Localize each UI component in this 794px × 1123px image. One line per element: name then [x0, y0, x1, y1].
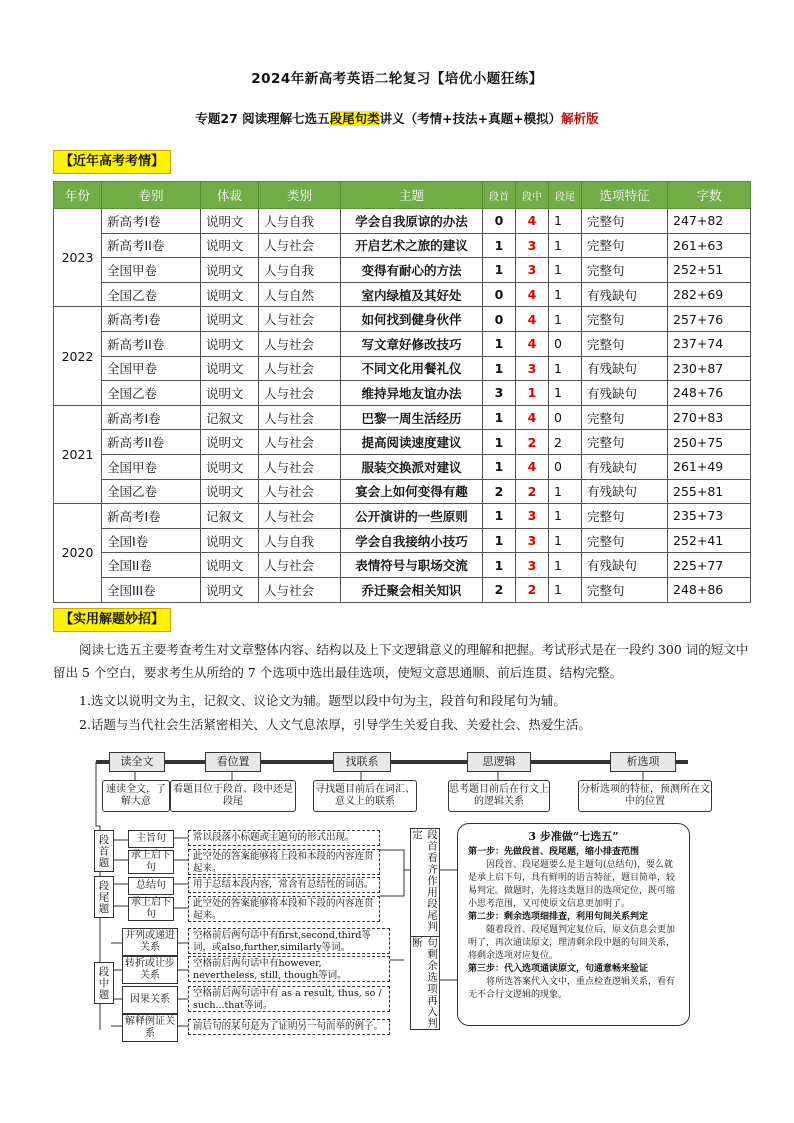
step-description: 速读全文，了解大意	[102, 780, 170, 812]
table-cell: 说明文	[201, 577, 259, 602]
subtitle-highlight: 段尾句类	[329, 111, 380, 126]
table-cell: 完整句	[582, 233, 668, 258]
table-cell: 记叙文	[201, 405, 259, 430]
table-cell: 人与自我	[259, 209, 341, 234]
table-cell: 说明文	[201, 282, 259, 307]
three-step-box	[457, 823, 690, 1026]
table-cell: 新高考I卷	[102, 405, 201, 430]
intro-paragraph: 阅读七选五主要考查考生对文章整体内容、结构以及上下文逻辑意义的理解和把握。考试形式是在一段约 300 词的短文中留出 5 个空白，要求考生从所给的 7 个选项中选出最佳选项，使短文意思通顺、前后连贯、结构完整。	[53, 642, 749, 680]
table-cell: 变得有耐心的方法	[341, 258, 483, 283]
table-cell: 255+81	[668, 479, 751, 504]
table-cell: 完整句	[582, 405, 668, 430]
step-description: 分析选项的特征，预测所在文中的位置	[578, 780, 712, 812]
sub-category: 因果关系	[122, 986, 178, 1014]
table-cell: 说明文	[201, 553, 259, 578]
step-header: 找联系	[333, 752, 391, 772]
table-cell: 1	[483, 405, 516, 430]
table-cell: 270+83	[668, 405, 751, 430]
table-cell: 人与社会	[259, 504, 341, 529]
step-header: 思逻辑	[467, 752, 531, 772]
table-cell: 1	[483, 504, 516, 529]
table-cell: 247+82	[668, 209, 751, 234]
table-cell: 人与社会	[259, 577, 341, 602]
note-box: 空格前后两句话中有 as a result, thus, so / such...that等词。	[188, 986, 390, 1012]
table-cell: 人与社会	[259, 479, 341, 504]
table-cell: 235+73	[668, 504, 751, 529]
table-cell: 新高考I卷	[102, 504, 201, 529]
three-step-title: 3 步准做“七选五”	[528, 830, 619, 843]
table-cell: 表情符号与职场交流	[341, 553, 483, 578]
table-cell: 说明文	[201, 209, 259, 234]
table-cell: 1	[516, 381, 549, 406]
table-cell: 2	[483, 479, 516, 504]
table-cell: 4	[516, 454, 549, 479]
table-cell: 4	[516, 282, 549, 307]
table-cell: 1	[549, 479, 582, 504]
subtitle-red: 解析版	[561, 111, 599, 126]
section-heading-exam: 【近年高考考情】	[53, 150, 171, 174]
table-cell: 人与社会	[259, 430, 341, 455]
table-cell: 全国甲卷	[102, 258, 201, 283]
table-cell: 1	[483, 331, 516, 356]
note-box: 用于总结本段内容，常含有总结性的词语。	[188, 877, 380, 893]
table-cell: 1	[483, 258, 516, 283]
table-cell: 人与社会	[259, 454, 341, 479]
table-cell: 1	[483, 528, 516, 553]
table-cell: 1	[483, 454, 516, 479]
table-cell: 宴会上如何变得有趣	[341, 479, 483, 504]
table-cell: 人与自我	[259, 528, 341, 553]
table-cell: 3	[516, 553, 549, 578]
table-cell: 有残缺句	[582, 553, 668, 578]
table-cell: 2	[516, 577, 549, 602]
table-cell: 1	[549, 209, 582, 234]
table-cell: 252+41	[668, 528, 751, 553]
table-cell: 3	[483, 381, 516, 406]
table-cell: 人与社会	[259, 331, 341, 356]
table-cell: 说明文	[201, 356, 259, 381]
table-cell: 248+76	[668, 381, 751, 406]
pos-tail: 段尾题	[94, 876, 114, 918]
table-cell: 全国乙卷	[102, 479, 201, 504]
table-cell: 说明文	[201, 528, 259, 553]
table-cell: 0	[549, 331, 582, 356]
col-header: 主题	[341, 182, 483, 209]
note-box: 空格前后两句话中有however, nevertheless, still, though等词。	[188, 956, 390, 982]
table-cell: 有残缺句	[582, 454, 668, 479]
table-cell: 学会自我原谅的办法	[341, 209, 483, 234]
table-cell: 新高考I卷	[102, 307, 201, 332]
table-cell: 完整句	[582, 577, 668, 602]
table-cell: 0	[483, 209, 516, 234]
col-header: 段中	[516, 182, 549, 209]
table-cell: 完整句	[582, 504, 668, 529]
table-cell: 3	[516, 356, 549, 381]
table-cell: 4	[516, 331, 549, 356]
point-2: 2.话题与当代社会生活紧密相关、人文气息浓厚，引导学生关爱自我、关爱社会、热爱生活。	[79, 717, 591, 732]
section-heading-tips: 【实用解题妙招】	[53, 608, 171, 632]
table-cell: 完整句	[582, 258, 668, 283]
col-header: 卷别	[102, 182, 201, 209]
table-cell: 3	[516, 258, 549, 283]
table-cell: 1	[483, 233, 516, 258]
table-cell: 3	[516, 504, 549, 529]
table-cell: 新高考II卷	[102, 233, 201, 258]
table-cell: 全国甲卷	[102, 356, 201, 381]
table-cell: 巴黎一周生活经历	[341, 405, 483, 430]
table-cell: 237+74	[668, 331, 751, 356]
table-cell: 不同文化用餐礼仪	[341, 356, 483, 381]
table-cell: 全国II卷	[102, 553, 201, 578]
table-cell: 说明文	[201, 381, 259, 406]
year-cell: 2022	[54, 307, 102, 405]
note-box: 空格前后两句话中有first,second,third等词，或also,further,similarly等词。	[188, 928, 390, 954]
table-cell: 全国甲卷	[102, 454, 201, 479]
step1-body: 因段首、段尾题要么是主题句(总结句)，要么就是承上启下句，具有鲜明的语言特征，题目简单，较易判定。做题时，先将这类题目的选项定位，既可缩小思考范围，又可使原文信息更加明了。	[468, 860, 676, 909]
table-cell: 0	[483, 307, 516, 332]
pos-head: 段首题	[94, 830, 114, 872]
table-cell: 学会自我接纳小技巧	[341, 528, 483, 553]
table-cell: 说明文	[201, 479, 259, 504]
table-cell: 如何找到健身伙伴	[341, 307, 483, 332]
sub-category: 转折或让步关系	[122, 956, 178, 984]
col-header: 选项特征	[582, 182, 668, 209]
table-cell: 225+77	[668, 553, 751, 578]
sub-category: 总结句	[128, 877, 174, 895]
table-cell: 1	[549, 577, 582, 602]
table-cell: 3	[516, 233, 549, 258]
table-cell: 有残缺句	[582, 381, 668, 406]
table-cell: 2	[483, 577, 516, 602]
year-cell: 2023	[54, 209, 102, 307]
table-cell: 261+49	[668, 454, 751, 479]
step3-head: 第三步：代入选项通读原文，句通意畅来验证	[468, 964, 649, 974]
step-header: 看位置	[205, 752, 261, 772]
table-cell: 完整句	[582, 528, 668, 553]
note-box: 常以段落小标题或主题句的形式出现。	[188, 830, 380, 846]
table-cell: 记叙文	[201, 504, 259, 529]
table-cell: 维持异地友谊办法	[341, 381, 483, 406]
table-cell: 2	[516, 479, 549, 504]
col-header: 年份	[54, 182, 102, 209]
table-cell: 有残缺句	[582, 282, 668, 307]
pos-mid: 段中题	[94, 962, 114, 1004]
table-cell: 乔迁聚会相关知识	[341, 577, 483, 602]
table-cell: 0	[483, 282, 516, 307]
table-cell: 1	[483, 356, 516, 381]
step1-head: 第一步：先做段首、段尾题，缩小排查范围	[468, 847, 640, 857]
table-cell: 1	[549, 553, 582, 578]
note-box: 此空处的答案能够将本段和下段的内容连贯起来。	[188, 896, 380, 922]
table-cell: 人与社会	[259, 356, 341, 381]
table-cell: 1	[549, 528, 582, 553]
step-description: 寻找题目前后在词汇、意义上的联系	[313, 780, 417, 812]
col-header: 字数	[668, 182, 751, 209]
table-cell: 250+75	[668, 430, 751, 455]
table-cell: 人与自我	[259, 258, 341, 283]
note-box: 此空处的答案能够将上段和本段的内容连贯起来。	[188, 849, 380, 875]
table-cell: 写文章好修改技巧	[341, 331, 483, 356]
sub-category: 并列或递进关系	[122, 928, 178, 956]
table-cell: 有残缺句	[582, 356, 668, 381]
table-cell: 1	[549, 356, 582, 381]
table-cell: 提高阅读速度建议	[341, 430, 483, 455]
step-description: 思考题目前后在行文上的逻辑关系	[448, 780, 550, 812]
table-cell: 0	[549, 454, 582, 479]
step2-head: 第二步：剩余选项细排查，利用句间关系判定	[468, 912, 649, 922]
table-cell: 252+51	[668, 258, 751, 283]
table-cell: 230+87	[668, 356, 751, 381]
table-cell: 4	[516, 405, 549, 430]
step-header: 读全文	[109, 752, 165, 772]
side-box-1: 段首看齐作用段尾判定	[410, 828, 440, 942]
point-1: 1.选文以说明文为主，记叙文、议论文为辅。题型以段中句为主，段首句和段尾句为辅。	[79, 693, 566, 708]
sub-category: 承上启下句	[128, 897, 174, 921]
step-description: 看题目位于段首、段中还是段尾	[170, 780, 296, 812]
table-cell: 人与社会	[259, 553, 341, 578]
table-cell: 全国III卷	[102, 577, 201, 602]
table-cell: 新高考I卷	[102, 209, 201, 234]
col-header: 段尾	[549, 182, 582, 209]
table-cell: 1	[483, 430, 516, 455]
table-cell: 室内绿植及其好处	[341, 282, 483, 307]
table-cell: 4	[516, 209, 549, 234]
table-cell: 完整句	[582, 331, 668, 356]
table-cell: 0	[549, 405, 582, 430]
table-cell: 4	[516, 307, 549, 332]
table-cell: 说明文	[201, 307, 259, 332]
table-cell: 282+69	[668, 282, 751, 307]
table-cell: 人与社会	[259, 307, 341, 332]
table-cell: 257+76	[668, 307, 751, 332]
table-cell: 1	[483, 553, 516, 578]
table-cell: 人与社会	[259, 405, 341, 430]
year-cell: 2020	[54, 504, 102, 602]
table-cell: 1	[549, 504, 582, 529]
sub-category: 承上启下句	[128, 850, 174, 874]
table-cell: 全国乙卷	[102, 381, 201, 406]
table-cell: 人与社会	[259, 381, 341, 406]
table-cell: 服装交换派对建议	[341, 454, 483, 479]
table-cell: 说明文	[201, 258, 259, 283]
table-cell: 1	[549, 258, 582, 283]
table-cell: 1	[549, 282, 582, 307]
table-cell: 全国乙卷	[102, 282, 201, 307]
table-cell: 说明文	[201, 233, 259, 258]
table-cell: 公开演讲的一些原则	[341, 504, 483, 529]
table-cell: 1	[549, 307, 582, 332]
table-cell: 说明文	[201, 454, 259, 479]
note-box: 前后句的某句是为了证明另一句而举的例子。	[188, 1019, 390, 1035]
table-cell: 新高考II卷	[102, 430, 201, 455]
year-cell: 2021	[54, 405, 102, 503]
col-header: 体裁	[201, 182, 259, 209]
table-cell: 2	[549, 430, 582, 455]
table-cell: 完整句	[582, 430, 668, 455]
table-cell: 248+86	[668, 577, 751, 602]
table-cell: 1	[549, 233, 582, 258]
table-cell: 人与社会	[259, 233, 341, 258]
table-cell: 开启艺术之旅的建议	[341, 233, 483, 258]
table-cell: 完整句	[582, 209, 668, 234]
sub-category: 主旨句	[128, 830, 174, 848]
table-cell: 全国I卷	[102, 528, 201, 553]
subtitle-part1: 专题27 阅读理解七选五	[195, 111, 330, 126]
table-cell: 2	[516, 430, 549, 455]
table-cell: 3	[516, 528, 549, 553]
table-cell: 说明文	[201, 430, 259, 455]
col-header: 段首	[483, 182, 516, 209]
table-cell: 有残缺句	[582, 479, 668, 504]
sub-category: 解释例证关系	[122, 1014, 178, 1042]
step3-body: 将所选答案代入文中，重点检查逻辑关系，看有无不合行文逻辑的现象。	[468, 977, 676, 1000]
step2-body: 随着段首、段尾题判定复位后，原文信息会更加明了，再次通读原文，理清剩余段中题的句间关系，将剩余选项对应复位。	[468, 925, 676, 961]
col-header: 类别	[259, 182, 341, 209]
subtitle-part2: 讲义（考情+技法+真题+模拟）	[379, 111, 562, 126]
table-cell: 新高考II卷	[102, 331, 201, 356]
table-cell: 1	[549, 381, 582, 406]
side-box-2: 句剩余选项再入判断	[411, 937, 438, 1029]
page-title: 2024年新高考英语二轮复习【培优小题狂练】	[251, 71, 543, 87]
table-cell: 261+63	[668, 233, 751, 258]
step-header: 析选项	[610, 752, 676, 772]
table-cell: 人与自然	[259, 282, 341, 307]
table-cell: 完整句	[582, 307, 668, 332]
table-cell: 说明文	[201, 331, 259, 356]
